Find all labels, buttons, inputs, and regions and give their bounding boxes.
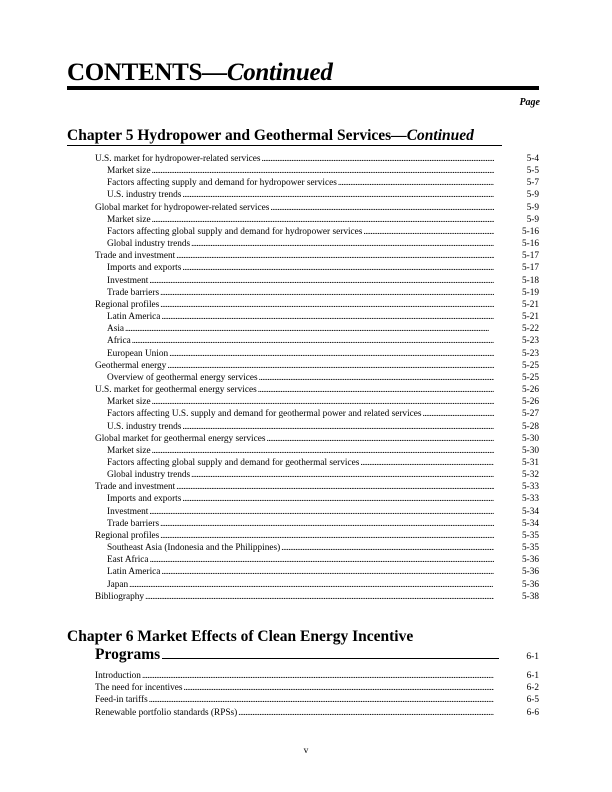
toc-entry-title: Market size [107, 214, 151, 225]
leader-dots [176, 481, 494, 493]
title-main: CONTENTS [67, 59, 203, 86]
leader-dots [182, 493, 494, 505]
toc-entry-title: Trade and investment [95, 482, 176, 493]
toc-entry[interactable] [107, 493, 539, 505]
toc-entry[interactable] [107, 214, 539, 226]
toc-entry-title: Trade and investment [95, 251, 176, 262]
toc-entry-title: Introduction [95, 671, 141, 681]
leader-dots [161, 311, 494, 323]
leader-dots [160, 518, 494, 530]
page-title [67, 58, 333, 88]
leader-dots [258, 384, 494, 396]
leader-dots [152, 214, 494, 226]
toc-entry[interactable] [107, 457, 539, 469]
leader-dots [176, 250, 494, 262]
toc-entry-page: 6-1 [526, 671, 539, 681]
toc-entry-title: Latin America [107, 567, 161, 578]
toc-entry[interactable] [95, 202, 539, 214]
leader-dots [160, 299, 494, 311]
toc-entry-page: 5-7 [526, 178, 539, 189]
toc-entry[interactable] [95, 360, 539, 372]
toc-entry-page: 5-26 [521, 385, 539, 396]
toc-entry-page: 5-36 [521, 579, 539, 590]
leader-dots [160, 530, 494, 542]
toc-entry[interactable] [107, 469, 539, 481]
chapter-5-heading [67, 127, 474, 145]
leader-dots [360, 457, 494, 469]
toc-entry-title: Overview of geothermal energy services [107, 372, 258, 383]
leader-dots [259, 372, 494, 384]
toc-entry[interactable] [107, 554, 539, 566]
toc-entry-page: 5-30 [521, 445, 539, 456]
toc-entry[interactable] [95, 694, 539, 706]
toc-entry[interactable] [107, 335, 539, 347]
toc-entry-title: Global market for hydropower-related services [95, 202, 270, 213]
leader-dots [281, 542, 494, 554]
toc-entry-title: Renewable portfolio standards (RPSs) [95, 707, 238, 718]
leader-dots [149, 506, 494, 518]
toc-entry-title: Asia [107, 324, 125, 335]
leader-dots [152, 445, 494, 457]
leader-dots [132, 335, 494, 347]
toc-entry-page: 5-16 [521, 239, 539, 250]
chapter-6-heading-line2[interactable] [95, 646, 539, 666]
toc-entry-page: 5-21 [521, 312, 539, 323]
toc-entry-page: 5-18 [521, 275, 539, 286]
leader-dots [182, 189, 494, 201]
toc-entry[interactable] [107, 408, 539, 420]
leader-dots [129, 579, 494, 591]
toc-entry-page: 6-2 [526, 683, 539, 694]
toc-entry-page: 5-31 [521, 458, 539, 468]
toc-entry[interactable] [107, 275, 539, 287]
toc-entry[interactable] [107, 518, 539, 530]
leader-dots [184, 682, 494, 694]
toc-entry[interactable] [107, 323, 539, 335]
toc-entry-page: 5-22 [521, 324, 539, 335]
toc-entry[interactable] [95, 707, 539, 719]
toc-entry-title: Factors affecting supply and demand for hydropower services [107, 178, 337, 189]
toc-entry[interactable] [95, 250, 539, 262]
toc-entry-title: European Union [107, 348, 169, 359]
toc-entry-title: Global industry trends [107, 470, 191, 481]
toc-entry[interactable] [107, 566, 539, 578]
leader-dots [161, 566, 494, 578]
toc-entry[interactable] [95, 670, 539, 682]
leader-dots [182, 262, 494, 274]
toc-entry-title: Market size [107, 445, 151, 456]
toc-entry-title: Bibliography [95, 591, 145, 602]
toc-entry-title: Global market for geothermal energy services [95, 433, 266, 444]
leader-dots [150, 554, 494, 566]
leader-dots [152, 165, 494, 177]
chapter-5-continued: —Continued [391, 127, 474, 144]
toc-entry-title: U.S. industry trends [107, 421, 182, 432]
toc-entry[interactable] [95, 591, 539, 603]
leader-dots [162, 658, 499, 659]
chapter-5-underline [67, 145, 502, 146]
chapter-5-title: Chapter 5 Hydropower and Geothermal Services [67, 127, 392, 144]
toc-entry-title: Imports and exports [107, 494, 182, 505]
leader-dots [266, 433, 494, 445]
toc-entry[interactable] [107, 177, 539, 189]
toc-entry-page: 5-26 [521, 397, 539, 408]
toc-entry[interactable] [107, 311, 539, 323]
toc-entry-title: Geothermal energy [95, 360, 167, 371]
leader-dots [149, 694, 494, 706]
toc-entry-page: 5-4 [526, 154, 539, 164]
chapter-6-title-cont: Programs [95, 646, 161, 663]
toc-entry-page: 5-23 [521, 336, 539, 347]
leader-dots [270, 202, 494, 214]
toc-entry-title: Factors affecting global supply and demand for geothermal services [107, 458, 360, 468]
toc-entry-title: Factors affecting U.S. supply and demand for geothermal power and related services [107, 409, 422, 420]
toc-entry[interactable] [95, 384, 539, 396]
toc-entry[interactable] [107, 348, 539, 360]
toc-entry-page: 5-35 [521, 530, 539, 541]
toc-entry-page: 5-38 [521, 591, 539, 602]
leader-dots [145, 591, 494, 603]
page-number: v [303, 746, 309, 756]
leader-dots [363, 226, 494, 238]
toc-entry-title: Trade barriers [107, 518, 160, 529]
toc-entry[interactable] [107, 396, 539, 408]
toc-entry-title: Japan [107, 579, 129, 590]
toc-entry-title: Market size [107, 166, 151, 177]
toc-entry-title: Regional profiles [95, 530, 160, 541]
toc-entry-page: 5-25 [521, 372, 539, 383]
toc-entry-title: U.S. industry trends [107, 190, 182, 201]
toc-entry-page: 5-34 [521, 506, 539, 517]
toc-entry-page: 5-33 [521, 482, 539, 493]
toc-entry-title: Investment [107, 506, 149, 517]
leader-dots [182, 421, 494, 433]
title-continued: —Continued [202, 59, 333, 86]
leader-dots [238, 707, 494, 719]
toc-entry-title: Factors affecting global supply and demand for hydropower services [107, 226, 363, 237]
toc-entry-title: The need for incentives [95, 683, 183, 694]
leader-dots [167, 360, 494, 372]
toc-entry-page: 5-9 [526, 214, 539, 225]
toc-entry-title: East Africa [107, 555, 149, 566]
toc-entry-page: 5-36 [521, 555, 539, 566]
leader-dots [191, 238, 494, 250]
toc-entry-title: U.S. market for geothermal energy services [95, 385, 257, 396]
toc-entry[interactable] [107, 445, 539, 457]
toc-entry-title: Market size [107, 397, 151, 408]
toc-entry-title: Latin America [107, 312, 161, 323]
leader-dots [125, 323, 494, 335]
toc-entry-page: 5-9 [526, 190, 539, 201]
toc-entry[interactable] [107, 506, 539, 518]
toc-entry-page: 5-35 [521, 543, 539, 554]
page-column-label: Page [519, 97, 540, 108]
toc-entry-page: 5-32 [521, 470, 539, 481]
toc-entry[interactable] [95, 299, 539, 311]
toc-entry-page: 5-28 [521, 421, 539, 432]
toc-entry[interactable] [107, 238, 539, 250]
toc-entry[interactable] [95, 153, 539, 165]
toc-entry-page: 5-21 [521, 299, 539, 310]
toc-entry-page: 5-9 [526, 202, 539, 213]
leader-dots [423, 408, 494, 420]
toc-entry-title: Southeast Asia (Indonesia and the Philippines) [107, 543, 281, 554]
toc-entry[interactable] [107, 165, 539, 177]
toc-entry-page: 5-36 [521, 567, 539, 578]
toc-entry-page: 6-5 [526, 695, 539, 706]
leader-dots [160, 287, 494, 299]
toc-entry-page: 5-5 [526, 166, 539, 177]
toc-entry-page: 5-23 [521, 348, 539, 359]
toc-entry-page: 5-16 [521, 226, 539, 237]
toc-entry-title: Regional profiles [95, 299, 160, 310]
leader-dots [149, 275, 494, 287]
toc-entry[interactable] [107, 421, 539, 433]
toc-entry-page: 5-19 [521, 287, 539, 298]
toc-entry-page: 5-17 [521, 263, 539, 274]
toc-entry-page: 6-6 [526, 707, 539, 718]
toc-entry[interactable] [95, 481, 539, 493]
toc-entry-title: Global industry trends [107, 239, 191, 250]
toc-entry-title: Imports and exports [107, 263, 182, 274]
leader-dots [338, 177, 494, 189]
toc-entry-page: 5-27 [521, 409, 539, 420]
toc-entry-page: 5-25 [521, 360, 539, 371]
toc-entry-page: 5-30 [521, 433, 539, 444]
toc-entry-title: Trade barriers [107, 287, 160, 298]
toc-entry-page: 5-34 [521, 518, 539, 529]
toc-entry-page: 5-17 [521, 251, 539, 262]
toc-entry-title: Africa [107, 336, 131, 347]
chapter-6-page: 6-1 [526, 652, 539, 662]
toc-entry[interactable] [107, 579, 539, 591]
toc-entry[interactable] [95, 682, 539, 694]
leader-dots [142, 670, 494, 682]
toc-entry[interactable] [95, 433, 539, 445]
leader-dots [191, 469, 494, 481]
toc-entry[interactable] [107, 542, 539, 554]
toc-entry-title: Feed-in tariffs [95, 695, 148, 706]
toc-entry[interactable] [107, 189, 539, 201]
toc-entry-title: U.S. market for hydropower-related services [95, 154, 261, 164]
chapter-6-heading: Chapter 6 Market Effects of Clean Energy Incentive [67, 628, 414, 645]
toc-entry-page: 5-33 [521, 494, 539, 505]
toc-entry[interactable] [107, 226, 539, 238]
toc-entry[interactable] [107, 372, 539, 384]
leader-dots [262, 153, 494, 165]
leader-dots [169, 348, 494, 360]
toc-entry[interactable] [107, 287, 539, 299]
toc-entry[interactable] [95, 530, 539, 542]
title-rule [67, 86, 539, 90]
toc-entry[interactable] [107, 262, 539, 274]
toc-entry-title: Investment [107, 275, 149, 286]
leader-dots [152, 396, 494, 408]
